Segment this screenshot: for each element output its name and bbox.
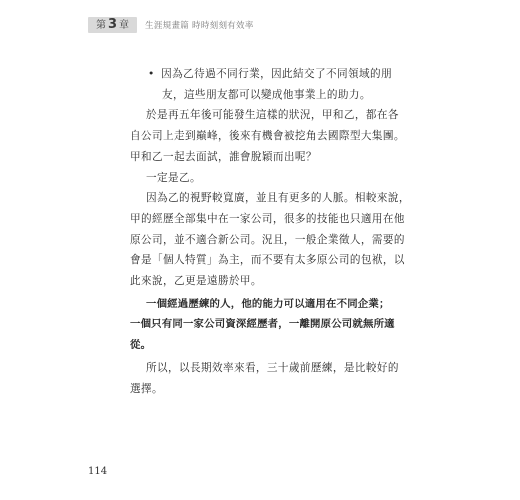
paragraph-line: 自公司上走到巔峰，後來有機會被挖角去國際型大集團。	[130, 130, 405, 143]
emphasis-line: 一個只有同一家公司資深經歷者，一離開原公司就無所適	[130, 318, 395, 331]
bullet-item	[130, 64, 392, 85]
paragraph-line: 所以，以長期效率來看，三十歲前歷練，是比較好的	[146, 361, 399, 374]
paragraph-line: 於是再五年後可能發生這樣的狀況，甲和乙，都在各	[146, 109, 399, 122]
paragraph-line: 選擇。	[130, 382, 163, 395]
paragraph-line: 甲的經歷全部集中在一家公司，很多的技能也只適用在他	[130, 212, 405, 225]
chapter-prefix: 第	[96, 20, 106, 31]
chapter-tab	[88, 17, 137, 33]
page-number: 114	[88, 466, 108, 477]
emphasis-line: 一個經過歷練的人，他的能力可以適用在不同企業；	[146, 297, 390, 310]
page-body	[130, 64, 410, 399]
chapter-number: 3	[108, 17, 118, 32]
paragraph-line: 原公司，並不適合新公司。況且，一般企業徵人，需要的	[130, 233, 405, 246]
bullet-dot: •	[148, 68, 155, 80]
bullet-text-line: 因為乙待過不同行業，因此結交了不同領域的朋	[161, 68, 392, 80]
bullet-text-line: 友，這些朋友都可以變成他事業上的助力。	[162, 88, 371, 101]
paragraph-line: 因為乙的視野較寬廣，並且有更多的人脈。相較來說，	[146, 192, 410, 205]
header-title: 生涯規畫篇 時時刻刻有效率	[145, 21, 254, 31]
emphasis-line: 從。	[130, 339, 152, 352]
paragraph-line: 一定是乙。	[146, 171, 201, 184]
paragraph-line: 此來說，乙更是遠勝於甲。	[130, 275, 262, 288]
paragraph-line: 會是「個人特質」為主，而不要有太多原公司的包袱，以	[130, 254, 405, 267]
chapter-suffix: 章	[119, 20, 130, 31]
running-header	[88, 16, 254, 34]
paragraph-line: 甲和乙一起去面試，誰會脫穎而出呢？	[130, 150, 317, 163]
